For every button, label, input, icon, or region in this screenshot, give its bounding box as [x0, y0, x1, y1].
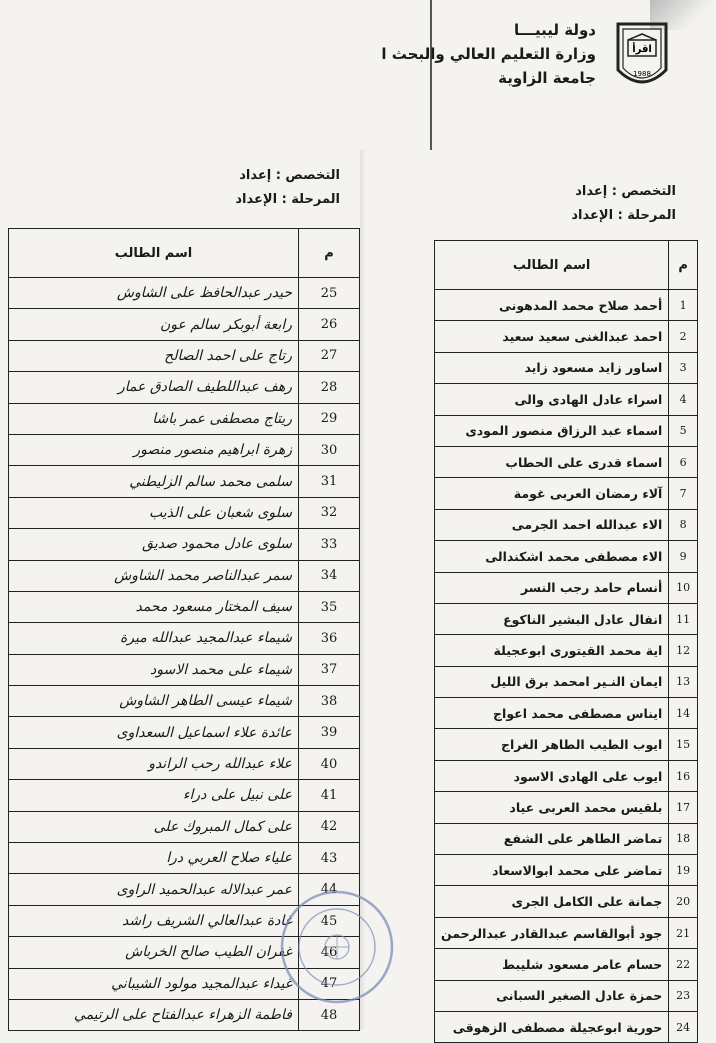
row-number: 29 [299, 403, 360, 434]
student-name: احمد عبدالغنى سعيد سعيد [435, 321, 669, 352]
row-number: 3 [669, 352, 698, 383]
university-logo-icon [612, 18, 672, 96]
row-number: 34 [299, 560, 360, 591]
table-row [435, 572, 698, 603]
table-header-row [9, 229, 360, 278]
table-row [435, 635, 698, 666]
row-number: 27 [299, 340, 360, 371]
row-number: 45 [299, 905, 360, 936]
table-body [435, 290, 698, 1043]
student-name: ايوب على الهادى الاسود [435, 760, 669, 791]
student-name: غيداء عبدالمجيد مولود الشيباني [9, 968, 299, 999]
table-row [435, 509, 698, 540]
student-name: عائدة علاء اسماعيل السعداوى [9, 717, 299, 748]
table-row [9, 497, 360, 528]
row-number: 7 [669, 478, 698, 509]
row-number: 24 [669, 1011, 698, 1042]
row-number: 40 [299, 748, 360, 779]
table-row [435, 980, 698, 1011]
table-row [435, 290, 698, 321]
table-row [435, 792, 698, 823]
row-number: 1 [669, 290, 698, 321]
student-name: تماضر الطاهر على الشفع [435, 823, 669, 854]
table-row [9, 466, 360, 497]
table-row [435, 1011, 698, 1042]
student-name: رابعة أبوبكر سالم عون [9, 309, 299, 340]
row-number: 31 [299, 466, 360, 497]
logo-year: 1988 [633, 70, 651, 78]
table-header-row [435, 241, 698, 290]
letterhead [381, 18, 596, 90]
student-name: حمزة عادل الصغير السبانى [435, 980, 669, 1011]
row-number: 20 [669, 886, 698, 917]
student-name: رهف عبداللطيف الصادق عمار [9, 372, 299, 403]
table-row [9, 780, 360, 811]
student-name: ايمان النـير امحمد برق الليل [435, 666, 669, 697]
student-name: علاء عبدالله رحب الراندو [9, 748, 299, 779]
student-name: سلوى عادل محمود صديق [9, 529, 299, 560]
table-row [9, 403, 360, 434]
table-row [435, 384, 698, 415]
student-name: غفران الطيب صالح الخرباش [9, 937, 299, 968]
table-row [435, 698, 698, 729]
column-header-num: م [669, 241, 698, 290]
row-number: 37 [299, 654, 360, 685]
row-number: 38 [299, 686, 360, 717]
left-specialty: التخصص : إعداد [239, 168, 340, 183]
table-row [9, 560, 360, 591]
table-row [9, 340, 360, 371]
student-name: أحمد صلاح محمد المدهونى [435, 290, 669, 321]
row-number: 17 [669, 792, 698, 823]
student-name: رتاج على احمد الصالح [9, 340, 299, 371]
row-number: 22 [669, 949, 698, 980]
row-number: 6 [669, 446, 698, 477]
official-stamp-icon [278, 888, 396, 1006]
table-row [9, 811, 360, 842]
student-name: حسام عامر مسعود شليبط [435, 949, 669, 980]
right-meta [540, 180, 676, 228]
student-name: سلمى محمد سالم الزليطني [9, 466, 299, 497]
student-name: حورية ابوعجيلة مصطفى الزهوقى [435, 1011, 669, 1042]
table-row [9, 654, 360, 685]
row-number: 9 [669, 541, 698, 572]
table-row [435, 886, 698, 917]
table-row [9, 623, 360, 654]
row-number: 23 [669, 980, 698, 1011]
row-number: 18 [669, 823, 698, 854]
student-name: على نبيل على دراء [9, 780, 299, 811]
row-number: 5 [669, 415, 698, 446]
row-number: 10 [669, 572, 698, 603]
student-name: اسماء قدرى على الحطاب [435, 446, 669, 477]
student-name: اساور زايد مسعود زايد [435, 352, 669, 383]
row-number: 32 [299, 497, 360, 528]
student-name: على كمال المبروك على [9, 811, 299, 842]
table-row [435, 446, 698, 477]
table-row [435, 541, 698, 572]
row-number: 48 [299, 999, 360, 1030]
table-row [9, 843, 360, 874]
row-number: 2 [669, 321, 698, 352]
column-header-name: اسم الطالب [9, 229, 299, 278]
table-row [9, 372, 360, 403]
row-number: 8 [669, 509, 698, 540]
student-name: جود أبوالقاسم عبدالقادر عبدالرحمن [435, 917, 669, 948]
table-row [9, 717, 360, 748]
student-name: آلاء رمضان العربى غومة [435, 478, 669, 509]
table-row [9, 278, 360, 309]
student-name: زهرة ابراهيم منصور منصور [9, 434, 299, 465]
row-number: 15 [669, 729, 698, 760]
student-name: اسماء عبد الرزاق منصور المودى [435, 415, 669, 446]
table-row [435, 415, 698, 446]
row-number: 12 [669, 635, 698, 666]
student-name: شيماء عيسى الطاهر الشاوش [9, 686, 299, 717]
right-stage: المرحلة : الإعداد [571, 208, 676, 223]
student-name: أنسام حامد رجب النسر [435, 572, 669, 603]
table-row [435, 478, 698, 509]
student-name: جمانة على الكامل الجرى [435, 886, 669, 917]
table-row [435, 666, 698, 697]
student-name: سمر عبدالناصر محمد الشاوش [9, 560, 299, 591]
student-name: غادة عبدالعالي الشريف راشد [9, 905, 299, 936]
row-number: 43 [299, 843, 360, 874]
letterhead-university: جامعة الزاوية [498, 69, 596, 87]
table-row [435, 917, 698, 948]
table-row [9, 591, 360, 622]
student-name: ريتاج مصطفى عمر باشا [9, 403, 299, 434]
row-number: 36 [299, 623, 360, 654]
row-number: 39 [299, 717, 360, 748]
student-name: انفال عادل البشير الناكوع [435, 603, 669, 634]
student-name: حيدر عبدالحافظ على الشاوش [9, 278, 299, 309]
table-row [9, 309, 360, 340]
student-name: شيماء عبدالمجيد عبدالله ميرة [9, 623, 299, 654]
letterhead-country: دولة ليبيـــا [514, 21, 596, 39]
student-name: الاء عبدالله احمد الجرمى [435, 509, 669, 540]
row-number: 26 [299, 309, 360, 340]
student-name: الاء مصطفى محمد اشكندالى [435, 541, 669, 572]
row-number: 11 [669, 603, 698, 634]
right-specialty: التخصص : إعداد [575, 184, 676, 199]
row-number: 35 [299, 591, 360, 622]
student-name: علياء صلاح العربي درا [9, 843, 299, 874]
left-meta [230, 164, 340, 212]
table-row [435, 729, 698, 760]
row-number: 44 [299, 874, 360, 905]
left-stage: المرحلة : الإعداد [235, 192, 340, 207]
student-name: سيف المختار مسعود محمد [9, 591, 299, 622]
row-number: 41 [299, 780, 360, 811]
column-header-name: اسم الطالب [435, 241, 669, 290]
row-number: 25 [299, 278, 360, 309]
table-row [435, 855, 698, 886]
column-header-num: م [299, 229, 360, 278]
student-name: اية محمد القيتورى ابوعجيلة [435, 635, 669, 666]
student-name: سلوى شعبان على الذيب [9, 497, 299, 528]
table-row [435, 760, 698, 791]
logo-text: اقرأ [632, 44, 652, 55]
table-row [435, 823, 698, 854]
row-number: 30 [299, 434, 360, 465]
student-name: ايوب الطيب الطاهر الغراج [435, 729, 669, 760]
letterhead-ministry: وزارة التعليم العالي والبحث ا [381, 45, 596, 63]
row-number: 46 [299, 937, 360, 968]
table-row [435, 352, 698, 383]
student-name: تماضر على محمد ابوالاسعاد [435, 855, 669, 886]
student-name: بلقيس محمد العربى عياد [435, 792, 669, 823]
table-row [435, 603, 698, 634]
row-number: 42 [299, 811, 360, 842]
row-number: 19 [669, 855, 698, 886]
table-row [9, 529, 360, 560]
row-number: 21 [669, 917, 698, 948]
row-number: 14 [669, 698, 698, 729]
table-row [9, 434, 360, 465]
row-number: 16 [669, 760, 698, 791]
row-number: 47 [299, 968, 360, 999]
table-row [435, 321, 698, 352]
row-number: 4 [669, 384, 698, 415]
student-name: اسراء عادل الهادى والى [435, 384, 669, 415]
row-number: 28 [299, 372, 360, 403]
student-table-right [434, 240, 698, 1043]
student-name: فاطمة الزهراء عبدالفتاح على الرتيمي [9, 999, 299, 1030]
table-row [9, 748, 360, 779]
student-name: ايناس مصطفى محمد اعواج [435, 698, 669, 729]
table-row [435, 949, 698, 980]
row-number: 13 [669, 666, 698, 697]
student-name: عمر عبدالاله عبدالحميد الراوى [9, 874, 299, 905]
student-name: شيماء على محمد الاسود [9, 654, 299, 685]
table-row [9, 686, 360, 717]
row-number: 33 [299, 529, 360, 560]
